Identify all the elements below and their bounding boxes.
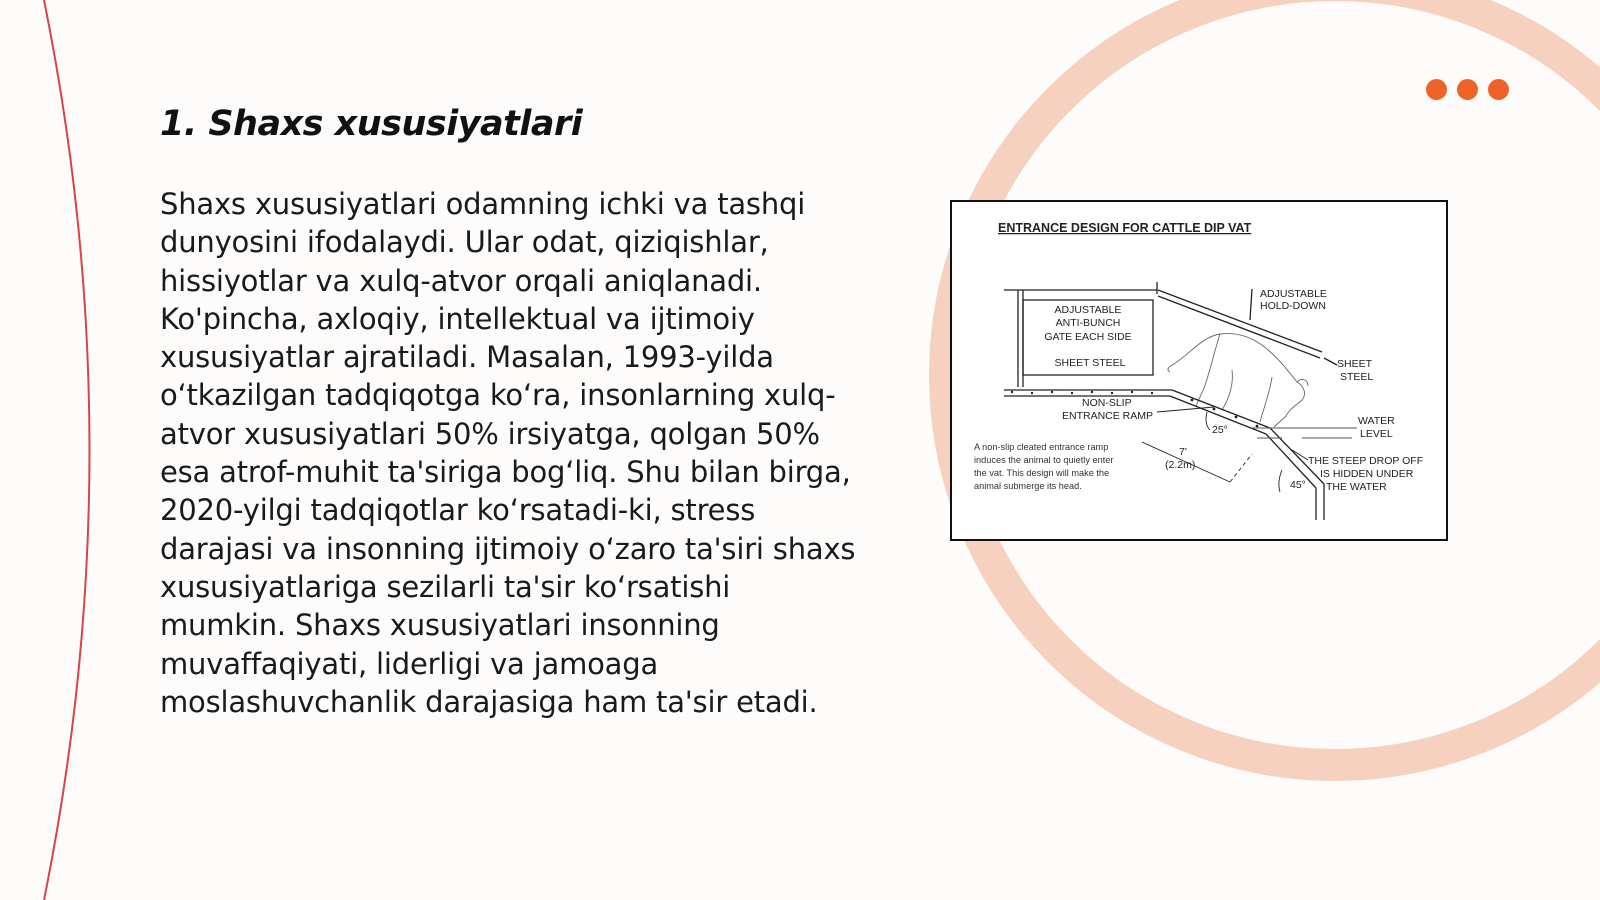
gate-label: ADJUSTABLE [1054,304,1122,316]
dimension-feet: 7' [1179,446,1187,458]
angle-25-label: 25° [1212,424,1228,436]
slide-title: 1. Shaxs xususiyatlari [160,104,583,144]
drop-off-label: IS HIDDEN UNDER [1320,468,1414,480]
diagram-note: animal submerge its head. [974,481,1082,491]
angle-25-arc [1206,412,1210,430]
drop-off-label: THE STEEP DROP OFF [1308,455,1424,467]
diagram-note: the vat. This design will make the [974,468,1110,478]
gate-label: GATE EACH SIDE [1044,331,1132,343]
ramp-label: ENTRANCE RAMP [1062,410,1154,422]
diagram-note: A non-slip cleated entrance ramp [974,442,1109,452]
holddown-label: HOLD-DOWN [1260,300,1326,312]
gate-label: SHEET STEEL [1054,357,1126,369]
diagram-note: induces the animal to quietly enter [974,455,1114,465]
diagram-title: ENTRANCE DESIGN FOR CATTLE DIP VAT [998,221,1252,235]
sheet-steel-label: STEEL [1340,371,1374,383]
water-level-label: LEVEL [1360,428,1393,440]
dot-icon [1488,79,1509,100]
water-level-label: WATER [1358,415,1395,427]
left-red-curve [44,0,90,900]
cow-sketch [1168,333,1308,427]
cattle-dip-vat-diagram [950,200,1448,541]
ramp-label: NON-SLIP [1082,397,1132,409]
angle-45-arc [1279,470,1282,492]
slide-body-text: Shaxs xususiyatlari odamning ichki va tashqi dunyosini ifodalaydi. Ular odat, qiziqishlar, hissiyotlar va xulq-atvor orqali aniqlanadi. Ko'pincha, axloqiy, intellektual va ijtimoiy xususiyatlar ajratiladi. Masalan, 1993-yilda o‘tkazilgan tadqiqotga ko‘ra, insonlarning xulq-atvor xususiyatlari 50% irsiyatga, qolgan 50% esa atrof-muhit ta'siriga bog‘liq. Shu bilan birga, 2020-yilgi tadqiqotlar ko‘rsatadi-ki, stress darajasi va insonning ijtimoiy o‘zaro ta'siri shaxs xususiyatlariga sezilarli ta'sir ko‘rsatishi mumkin. Shaxs xususiyatlari insonning muvaffaqiyati, liderligi va jamoaga moslashuvchanlik darajasiga ham ta'sir etadi. [160,187,856,719]
decorative-dots [1426,79,1509,100]
dot-icon [1426,79,1447,100]
dimension-meters: (2.2m) [1165,459,1196,471]
sheet-steel-label: SHEET [1337,358,1373,370]
dimension-arrow [1142,442,1252,482]
holddown-label: ADJUSTABLE [1260,288,1327,300]
dot-icon [1457,79,1478,100]
gate-label: ANTI-BUNCH [1055,317,1121,329]
angle-45-label: 45° [1290,479,1306,491]
drop-off-label: THE WATER [1326,481,1387,493]
